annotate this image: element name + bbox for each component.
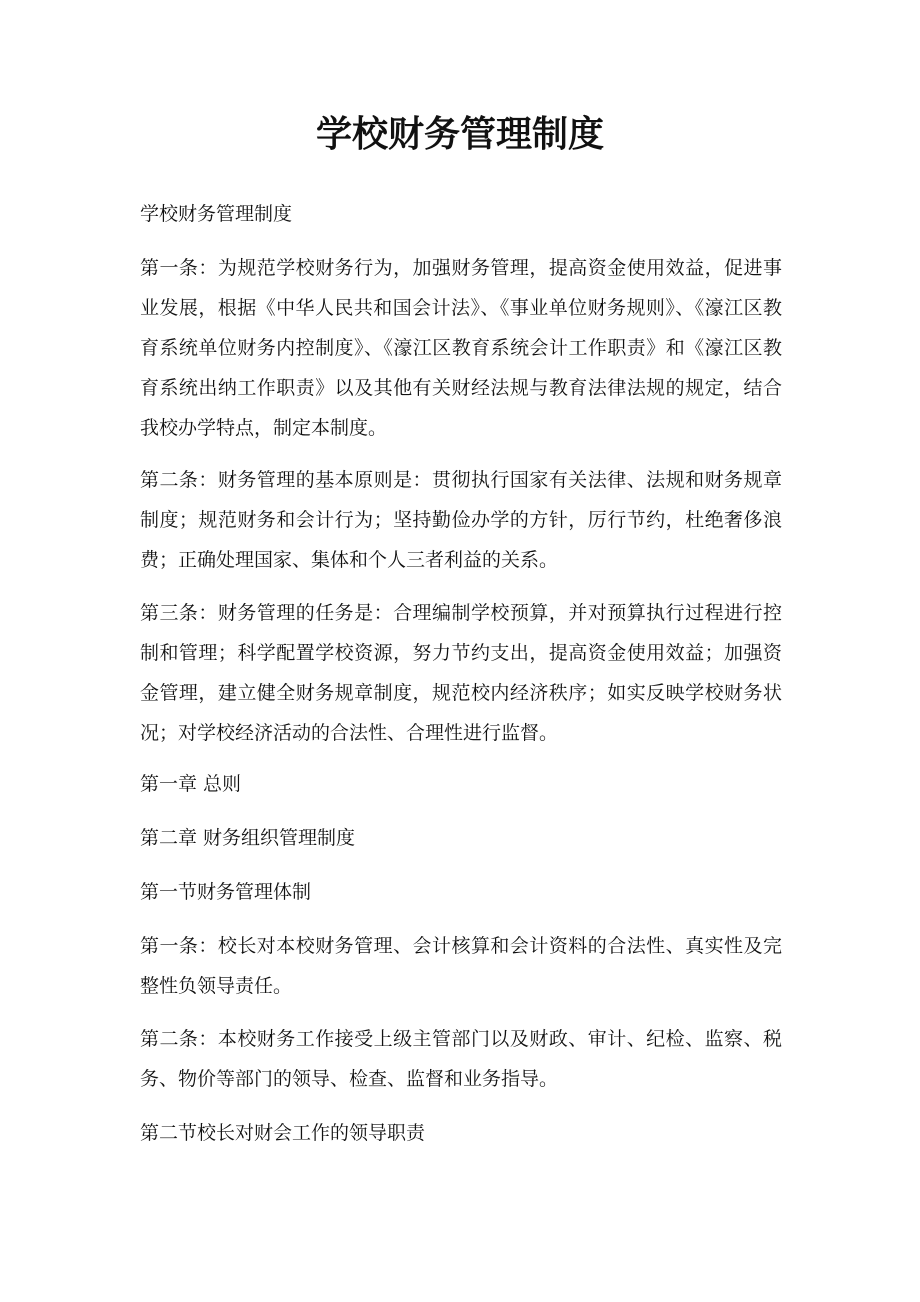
paragraph-article-3-tasks: 第三条：财务管理的任务是：合理编制学校预算，并对预算执行过程进行控制和管理；科学配置学校资源，努力节约支出，提高资金使用效益；加强资金管理，建立健全财务规章制度，规范校内经济秩序；如实反映学校财务状况；对学校经济活动的合法性、合理性进行监督。 bbox=[140, 602, 782, 744]
chapter-1-heading: 第一章 总则 bbox=[140, 773, 242, 795]
chapter-2-heading: 第二章 财务组织管理制度 bbox=[140, 827, 356, 849]
section-2-heading: 第二节校长对财会工作的领导职责 bbox=[140, 1122, 426, 1144]
paragraph-article-2-principles: 第二条：财务管理的基本原则是：贯彻执行国家有关法律、法规和财务规章制度；规范财务和会计行为；坚持勤俭办学的方针，厉行节约，杜绝奢侈浪费；正确处理国家、集体和个人三者利益的关系。 bbox=[140, 469, 782, 571]
paragraph-section-1-article-1: 第一条：校长对本校财务管理、会计核算和会计资料的合法性、真实性及完整性负领导责任。 bbox=[140, 935, 782, 997]
paragraph-section-1-article-2: 第二条：本校财务工作接受上级主管部门以及财政、审计、纪检、监察、税务、物价等部门的领导、检查、监督和业务指导。 bbox=[140, 1028, 782, 1090]
paragraph-article-1-purpose: 第一条：为规范学校财务行为，加强财务管理，提高资金使用效益，促进事业发展，根据《中华人民共和国会计法》、《事业单位财务规则》、《濠江区教育系统单位财务内控制度》、《濠江区教育系统会计工作职责》和《濠江区教育系统出纳工作职责》以及其他有关财经法规与教育法律法规的规定，结合我校办学特点，制定本制度。 bbox=[140, 257, 782, 439]
document-title: 学校财务管理制度 bbox=[315, 113, 604, 155]
document-subtitle: 学校财务管理制度 bbox=[140, 203, 293, 225]
section-1-heading: 第一节财务管理体制 bbox=[140, 881, 312, 903]
